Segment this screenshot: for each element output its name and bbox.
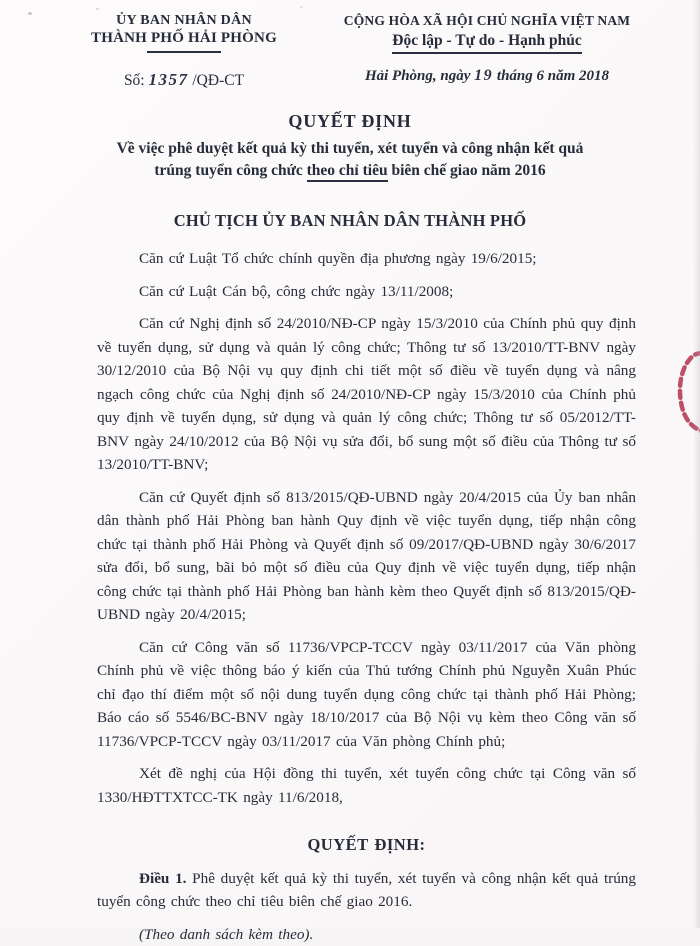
red-pen-mark <box>668 349 700 435</box>
decision-subject <box>0 138 700 182</box>
document-number-handwritten: 1357 <box>149 70 189 89</box>
attachment-note: (Theo danh sách kèm theo). <box>97 923 636 946</box>
date-line-prefix: Hải Phòng, ngày <box>365 68 470 84</box>
article-1-text: Phê duyệt kết quả kỳ thi tuyển, xét tuyển và công nhận kết quả trúng tuyển công chức theo chỉ tiêu biên chế giao 2016. <box>97 870 636 911</box>
national-motto: Độc lập - Tự do - Hạnh phúc <box>392 32 581 54</box>
paper-speck <box>300 6 303 8</box>
date-line <box>310 67 664 85</box>
recital-paragraph: Căn cứ Luật Cán bộ, công chức ngày 13/11/2008; <box>97 280 636 304</box>
article-1 <box>97 867 636 914</box>
title-block <box>0 111 700 231</box>
issuing-authority-block <box>58 13 310 90</box>
recital-paragraph: Căn cứ Công văn số 11736/VPCP-TCCV ngày 03/11/2017 của Văn phòng Chính phủ về việc thông báo ý kiến của Thủ tướng Chính phủ Nguyễn Xuân Phúc chỉ đạo thí điểm một số nội dung tuyển dụng công chức tại thành phố Hải Phòng; Báo cáo số 5546/BC-BNV ngày 18/10/2017 của Bộ Nội vụ kèm theo Công văn số 11736/VPCP-TCCV ngày 03/11/2017 của Văn phòng Chính phủ; <box>97 636 636 754</box>
national-title: CỘNG HÒA XÃ HỘI CHỦ NGHĨA VIỆT NAM <box>310 13 664 29</box>
org-name-line1: ỦY BAN NHÂN DÂN <box>58 13 310 29</box>
document-header <box>0 13 700 90</box>
org-name-line2: THÀNH PHỐ HẢI PHÒNG <box>58 30 310 47</box>
document-body <box>0 231 700 946</box>
subject-line2-underlined: theo chỉ tiêu <box>307 162 388 182</box>
subject-line2-pre: trúng tuyển công chức <box>154 162 306 179</box>
document-number <box>58 70 310 90</box>
document-number-suffix: /QĐ-CT <box>192 72 244 89</box>
paper-speck <box>28 12 32 15</box>
paper-speck <box>96 8 99 10</box>
decision-heading: QUYẾT ĐỊNH <box>0 111 700 132</box>
decree-heading: QUYẾT ĐỊNH: <box>97 833 636 857</box>
subject-line2-post: biên chế giao năm 2016 <box>388 162 546 179</box>
date-day-handwritten: 19 <box>474 67 493 84</box>
document-number-label: Số: <box>124 72 145 89</box>
article-1-label: Điều 1. <box>139 870 186 887</box>
recital-paragraph: Căn cứ Luật Tổ chức chính quyền địa phương ngày 19/6/2015; <box>97 247 636 271</box>
org-underline <box>147 51 221 53</box>
recital-paragraph: Xét đề nghị của Hội đồng thi tuyển, xét tuyển công chức tại Công văn số 1330/HĐTTXTCC-TK ngày 11/6/2018, <box>97 762 636 809</box>
authority-title: CHỦ TỊCH ỦY BAN NHÂN DÂN THÀNH PHỐ <box>0 211 700 231</box>
national-header-block <box>310 13 664 90</box>
subject-line1: Về việc phê duyệt kết quả kỳ thi tuyển, xét tuyển và công nhận kết quả <box>117 140 584 157</box>
recital-paragraph: Căn cứ Quyết định số 813/2015/QĐ-UBND ngày 20/4/2015 của Ủy ban nhân dân thành phố Hải Phòng ban hành Quy định về việc tuyển dụng, tiếp nhận công chức tại thành phố Hải Phòng và Quyết định số 09/2017/QĐ-UBND ngày 30/6/2017 sửa đổi, bổ sung, bãi bỏ một số điều của Quy định về việc tuyển dụng, tiếp nhận công chức tại thành phố Hải Phòng ban hành kèm theo Quyết định số 813/2015/QĐ-UBND ngày 20/4/2015; <box>97 486 636 627</box>
date-line-suffix: tháng 6 năm 2018 <box>497 68 609 84</box>
recital-paragraph: Căn cứ Nghị định số 24/2010/NĐ-CP ngày 15/3/2010 của Chính phủ quy định về tuyển dụng, sử dụng và quản lý công chức; Thông tư số 13/2010/TT-BNV ngày 30/12/2010 của Bộ Nội vụ quy định chi tiết một số điều về tuyển dụng và nâng ngạch công chức của Nghị định số 24/2010/NĐ-CP ngày 15/3/2010 của Chính phủ quy định về tuyển dụng, sử dụng và quản lý công chức; Thông tư số 05/2012/TT-BNV ngày 24/10/2012 của Bộ Nội vụ sửa đổi, bổ sung một số điều của Thông tư số 13/2010/TT-BNV; <box>97 312 636 477</box>
